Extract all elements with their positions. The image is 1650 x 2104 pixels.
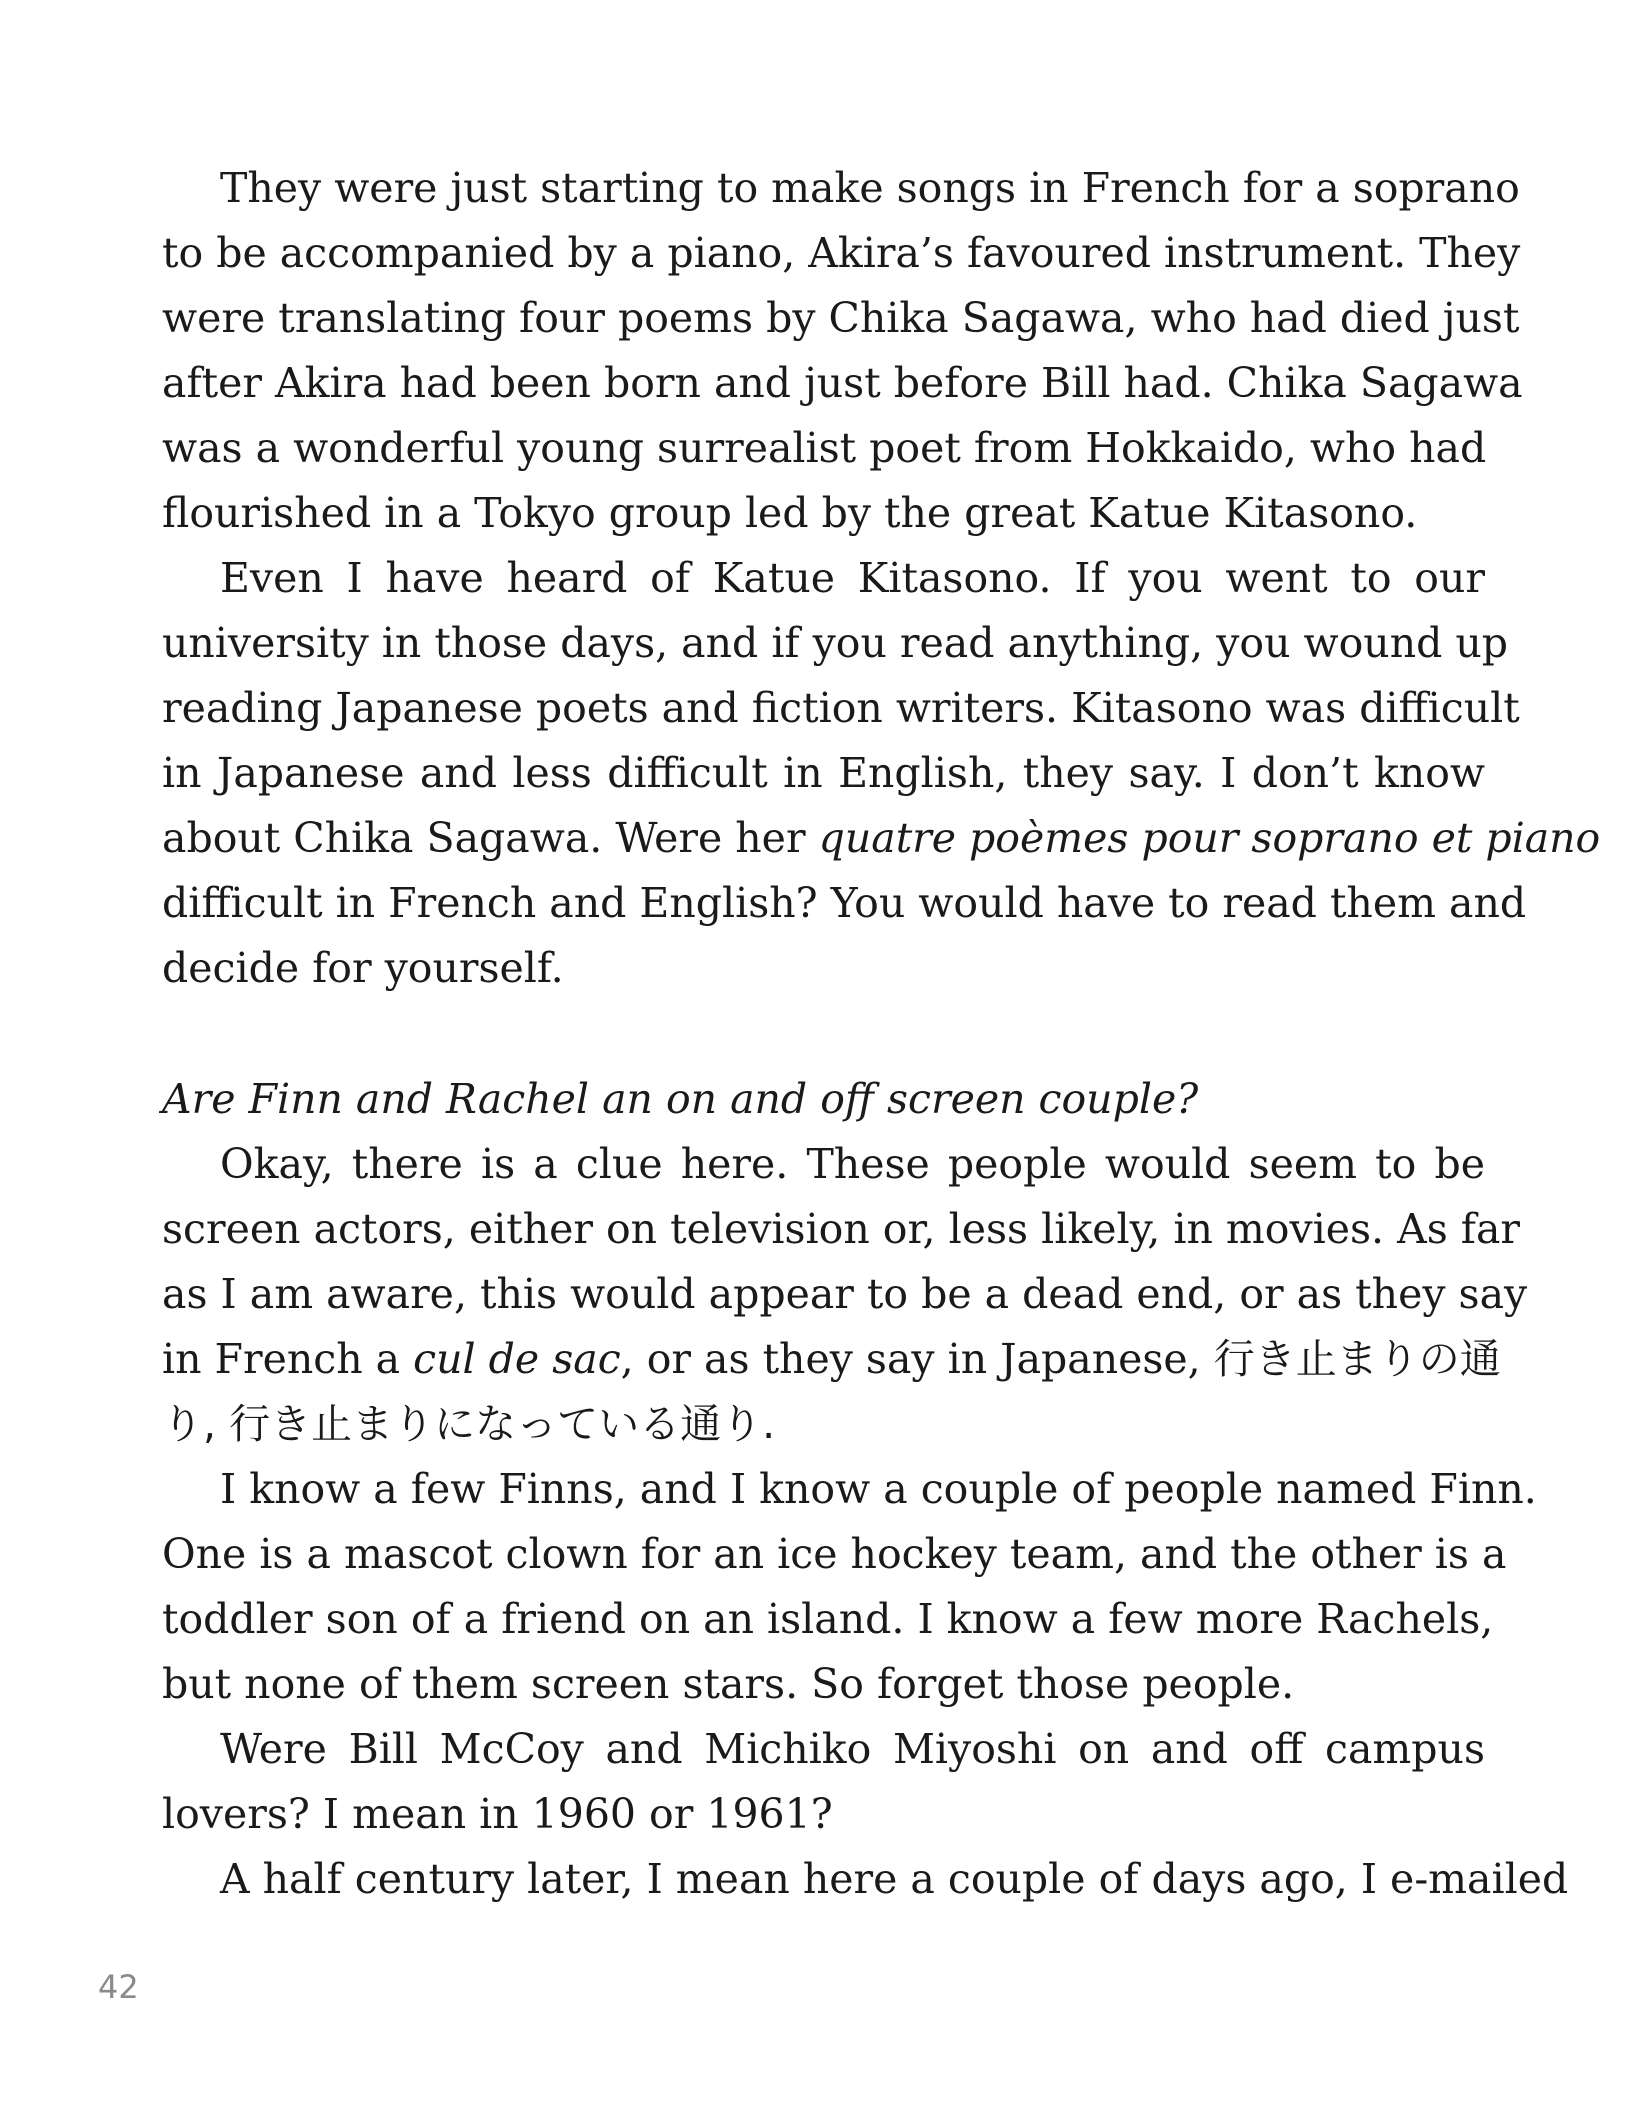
text-span: in French a: [162, 1335, 414, 1383]
text-line: difficult in French and English? You would have to read them and: [162, 879, 1527, 927]
text-line: Okay, there is a clue here. These people would seem to be: [220, 1140, 1485, 1188]
text-line: [162, 813, 1601, 863]
text-line: was a wonderful young surrealist poet from Hokkaido, who had: [162, 424, 1487, 472]
text-line: but none of them screen stars. So forget those people.: [162, 1660, 1295, 1708]
italic-phrase: cul de sac: [413, 1335, 621, 1383]
text-span: about Chika Sagawa. Were her: [162, 814, 819, 862]
text-line: screen actors, either on television or, less likely, in movies. As far: [162, 1205, 1521, 1253]
text-span: , or as they say in Japanese,: [620, 1335, 1214, 1383]
text-line: to be accompanied by a piano, Akira’s favoured instrument. They: [162, 229, 1521, 277]
text-line: Even I have heard of Katue Kitasono. If you went to our: [220, 554, 1485, 602]
text-line: after Akira had been born and just before Bill had. Chika Sagawa: [162, 359, 1523, 407]
text-line: reading Japanese poets and fiction writers. Kitasono was difficult: [162, 684, 1520, 732]
section-heading: Are Finn and Rachel an on and off screen couple?: [162, 1075, 1199, 1123]
text-line: were translating four poems by Chika Sagawa, who had died just: [162, 294, 1520, 342]
text-line: One is a mascot clown for an ice hockey team, and the other is a: [162, 1530, 1507, 1578]
text-line: toddler son of a friend on an island. I know a few more Rachels,: [162, 1595, 1494, 1643]
text-line: as I am aware, this would appear to be a dead end, or as they say: [162, 1270, 1528, 1318]
text-line: A half century later, I mean here a couple of days ago, I e-mailed: [220, 1855, 1569, 1903]
text-line: university in those days, and if you read anything, you wound up: [162, 619, 1509, 667]
japanese-text: 行き止まりの通: [1213, 1335, 1501, 1383]
italic-title: quatre poèmes pour soprano et piano: [818, 814, 1601, 862]
text-line: in Japanese and less difficult in English, they say. I don’t know: [162, 749, 1485, 797]
text-line: They were just starting to make songs in French for a soprano: [220, 164, 1520, 212]
text-line: decide for yourself.: [162, 944, 564, 992]
text-line: flourished in a Tokyo group led by the great Katue Kitasono.: [162, 489, 1418, 537]
page-number: 42: [98, 1968, 139, 2006]
text-line: I know a few Finns, and I know a couple of people named Finn.: [220, 1465, 1537, 1513]
text-line: [162, 1334, 1501, 1384]
japanese-text: り, 行き止まりになっている通り.: [162, 1400, 776, 1448]
text-line: Were Bill McCoy and Michiko Miyoshi on and off campus: [220, 1725, 1485, 1773]
text-line: lovers? I mean in 1960 or 1961?: [162, 1790, 833, 1838]
